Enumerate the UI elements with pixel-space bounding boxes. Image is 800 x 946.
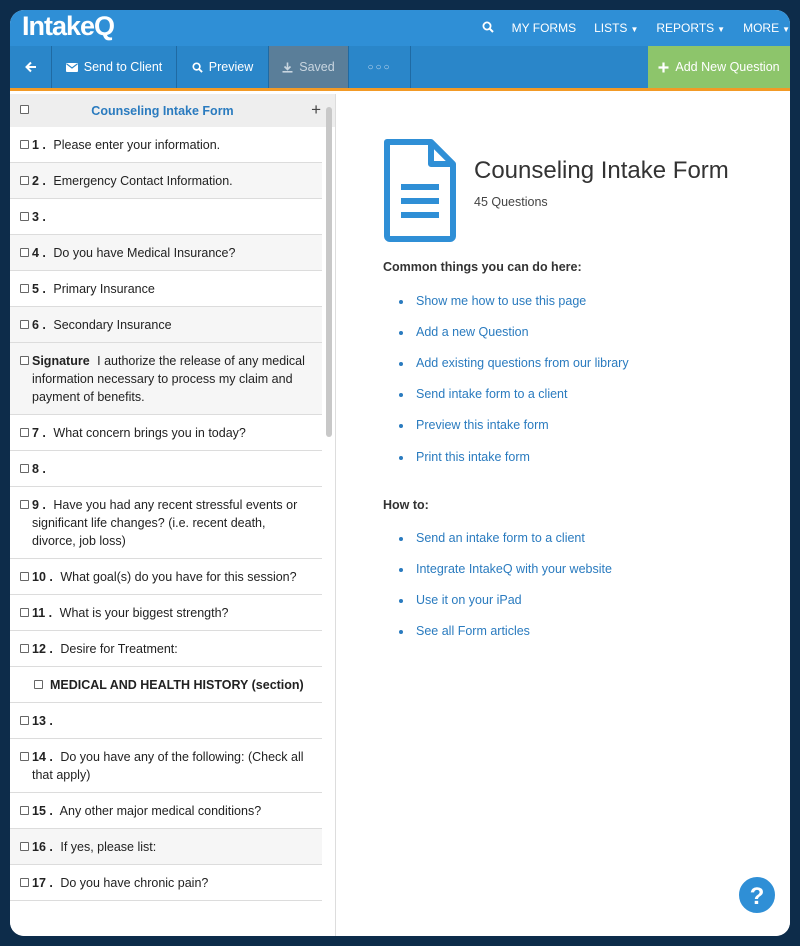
nav-lists[interactable]: LISTS ▼ — [594, 21, 639, 35]
question-number: 2 . — [32, 174, 46, 188]
question-text: What is your biggest strength? — [59, 606, 229, 620]
bullet-icon — [399, 568, 403, 572]
logo[interactable]: IntakeQ — [22, 11, 115, 41]
question-row[interactable] — [10, 415, 322, 451]
plus-icon — [658, 62, 669, 73]
preview-label: Preview — [208, 60, 254, 74]
form-title[interactable]: Counseling Intake Form — [91, 103, 234, 118]
nav-reports[interactable]: REPORTS ▼ — [656, 21, 726, 35]
question-row[interactable] — [10, 739, 322, 793]
question-number: 17 . — [32, 876, 53, 890]
question-checkbox[interactable] — [20, 806, 29, 815]
question-number: 11 . — [32, 606, 53, 620]
common-heading: Common things you can do here: — [383, 260, 582, 274]
question-checkbox[interactable] — [20, 842, 29, 851]
help-button[interactable]: ? — [737, 875, 777, 915]
question-number: 16 . — [32, 840, 53, 854]
bullet-icon — [399, 537, 403, 541]
top-nav — [10, 10, 790, 46]
question-number: 7 . — [32, 426, 46, 440]
question-row[interactable] — [10, 793, 322, 829]
question-row[interactable] — [10, 559, 322, 595]
question-text: Please enter your information. — [53, 138, 221, 152]
section-title: MEDICAL AND HEALTH HISTORY (section) — [50, 678, 304, 692]
question-checkbox[interactable] — [20, 356, 29, 365]
question-text: Have you had any recent stressful events or significant life changes? (i.e. recent death, divorce, job loss) — [32, 498, 298, 548]
question-row[interactable] — [10, 343, 322, 415]
question-number: 1 . — [32, 138, 46, 152]
question-number: 10 . — [32, 570, 53, 584]
scrollbar[interactable] — [326, 107, 332, 437]
link-add-question[interactable]: Add a new Question — [416, 325, 529, 339]
question-row[interactable] — [10, 703, 322, 739]
link-add-existing[interactable]: Add existing questions from our library — [416, 356, 629, 370]
select-all-checkbox[interactable] — [20, 105, 29, 114]
link-show-how[interactable]: Show me how to use this page — [416, 294, 587, 308]
question-text: What concern brings you in today? — [53, 426, 246, 440]
back-button[interactable] — [10, 46, 52, 88]
send-to-client-button[interactable] — [52, 46, 177, 88]
question-number: 15 . — [32, 804, 53, 818]
nav-my-forms[interactable]: MY FORMS — [511, 21, 577, 35]
question-checkbox[interactable] — [20, 464, 29, 473]
bullet-icon — [399, 331, 403, 335]
question-number: 4 . — [32, 246, 46, 260]
nav-menu — [482, 10, 790, 46]
bullet-icon — [399, 362, 403, 366]
search-icon[interactable] — [482, 21, 494, 36]
question-row[interactable] — [10, 595, 322, 631]
bullet-icon — [399, 300, 403, 304]
nav-more[interactable]: MORE ▼ — [743, 21, 790, 35]
form-overview-panel — [337, 94, 790, 936]
question-checkbox[interactable] — [20, 500, 29, 509]
preview-button[interactable] — [177, 46, 269, 88]
question-row[interactable] — [10, 451, 322, 487]
add-new-question-label: Add New Question — [675, 60, 780, 74]
question-count: 45 Questions — [474, 195, 548, 209]
caret-down-icon: ▼ — [630, 25, 639, 34]
question-row[interactable] — [10, 631, 322, 667]
document-icon — [383, 138, 457, 242]
question-checkbox[interactable] — [20, 572, 29, 581]
bullet-icon — [399, 424, 403, 428]
question-text: Do you have chronic pain? — [60, 876, 209, 890]
question-checkbox[interactable] — [20, 140, 29, 149]
more-dots-icon: ○○○ — [367, 61, 392, 73]
caret-down-icon: ▼ — [717, 25, 726, 34]
question-text: Any other major medical conditions? — [59, 804, 262, 818]
envelope-icon — [66, 63, 78, 72]
question-number: 5 . — [32, 282, 46, 296]
question-text: Primary Insurance — [53, 282, 155, 296]
caret-down-icon: ▼ — [782, 25, 790, 34]
bullet-icon — [399, 456, 403, 460]
section-row[interactable] — [10, 667, 322, 703]
question-row[interactable] — [10, 829, 322, 865]
question-checkbox[interactable] — [20, 320, 29, 329]
question-text: If yes, please list: — [60, 840, 157, 854]
question-row[interactable] — [10, 163, 322, 199]
question-checkbox[interactable] — [20, 212, 29, 221]
link-preview-form[interactable]: Preview this intake form — [416, 418, 549, 432]
question-number: 13 . — [32, 714, 53, 728]
question-text: Secondary Insurance — [53, 318, 172, 332]
search-icon — [192, 62, 203, 73]
toolbar — [10, 46, 790, 91]
question-number: 12 . — [32, 642, 53, 656]
link-send-intake[interactable]: Send an intake form to a client — [416, 531, 585, 545]
question-number: 3 . — [32, 210, 46, 224]
question-text: Do you have any of the following: (Check all that apply) — [32, 750, 304, 782]
add-new-question-button[interactable] — [648, 46, 790, 88]
arrow-left-icon — [25, 61, 37, 73]
question-checkbox[interactable] — [20, 428, 29, 437]
howto-heading: How to: — [383, 498, 429, 512]
question-number: 14 . — [32, 750, 53, 764]
question-checkbox[interactable] — [20, 248, 29, 257]
question-number: Signature — [32, 354, 90, 368]
bullet-icon — [399, 599, 403, 603]
overview-title: Counseling Intake Form — [474, 157, 729, 184]
send-to-client-label: Send to Client — [83, 60, 163, 74]
question-row[interactable] — [10, 865, 322, 901]
question-row[interactable] — [10, 199, 322, 235]
add-question-plus-icon[interactable]: + — [311, 100, 321, 119]
question-checkbox[interactable] — [20, 644, 29, 653]
question-number: 6 . — [32, 318, 46, 332]
link-all-articles[interactable]: See all Form articles — [416, 624, 530, 638]
app-window — [10, 10, 790, 936]
bullet-icon — [399, 393, 403, 397]
bullet-icon — [399, 630, 403, 634]
question-number: 9 . — [32, 498, 46, 512]
question-checkbox[interactable] — [20, 608, 29, 617]
question-list-header — [10, 94, 335, 127]
question-text: I authorize the release of any medical information necessary to process my claim and payment of benefits. — [32, 354, 305, 404]
question-row[interactable] — [10, 271, 322, 307]
question-checkbox[interactable] — [20, 716, 29, 725]
question-checkbox[interactable] — [20, 176, 29, 185]
question-row[interactable] — [10, 487, 322, 559]
question-row[interactable] — [10, 307, 322, 343]
question-row[interactable] — [10, 235, 322, 271]
question-checkbox[interactable] — [20, 284, 29, 293]
question-list-panel — [10, 94, 336, 936]
link-ipad[interactable]: Use it on your iPad — [416, 593, 522, 607]
question-text: Desire for Treatment: — [60, 642, 178, 656]
more-options-button[interactable] — [349, 46, 411, 88]
saved-label: Saved — [299, 60, 335, 74]
saved-button[interactable] — [269, 46, 349, 88]
download-icon — [282, 62, 293, 73]
question-number: 8 . — [32, 462, 46, 476]
question-checkbox[interactable] — [20, 878, 29, 887]
link-send-form[interactable]: Send intake form to a client — [416, 387, 568, 401]
section-checkbox[interactable] — [34, 680, 43, 689]
question-text: Emergency Contact Information. — [53, 174, 233, 188]
question-text: Do you have Medical Insurance? — [53, 246, 236, 260]
question-text: What goal(s) do you have for this session? — [60, 570, 297, 584]
question-row[interactable] — [10, 127, 322, 163]
link-print-form[interactable]: Print this intake form — [416, 450, 530, 464]
question-checkbox[interactable] — [20, 752, 29, 761]
link-integrate[interactable]: Integrate IntakeQ with your website — [416, 562, 612, 576]
